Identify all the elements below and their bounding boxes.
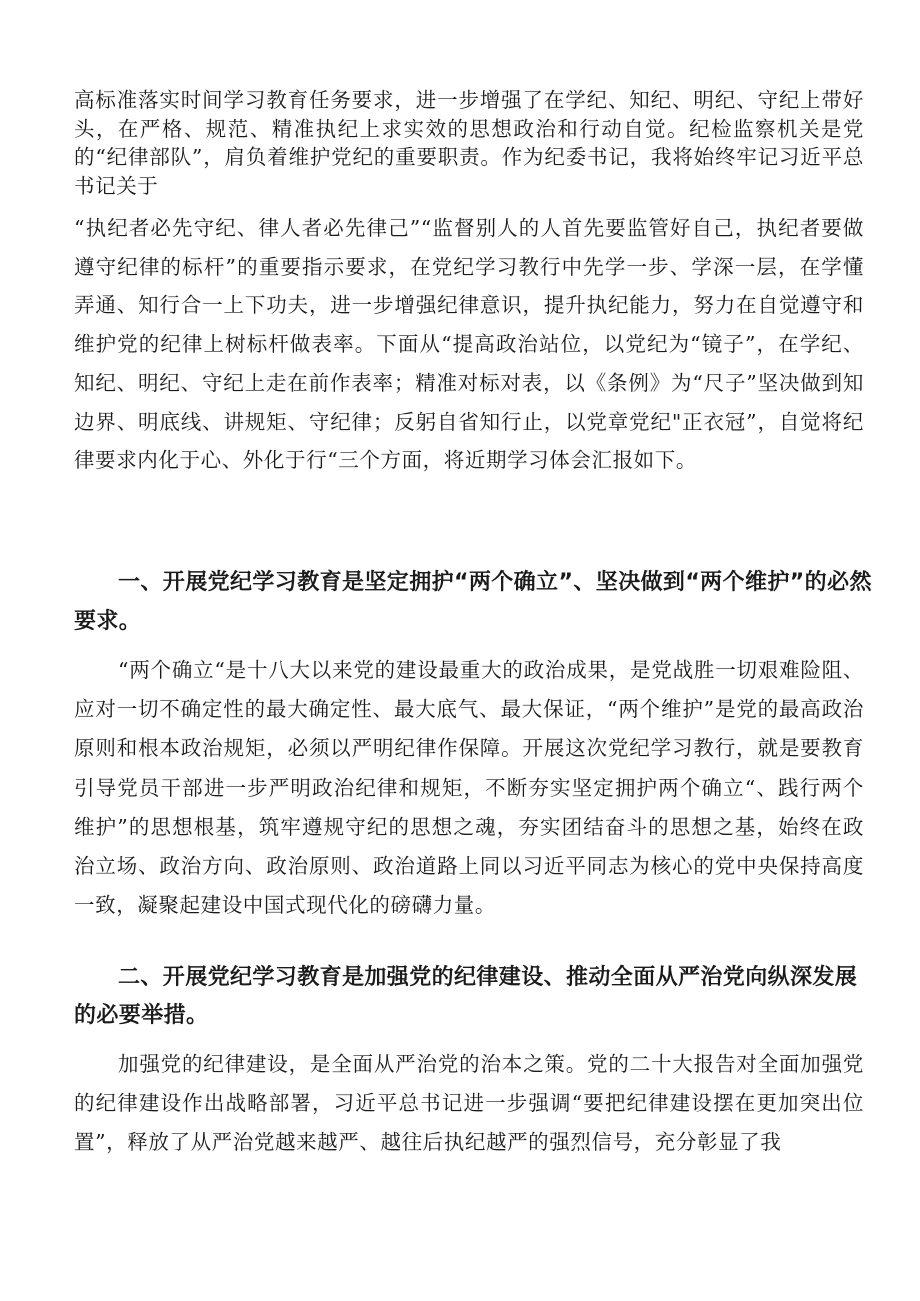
paragraph-section-2: 加强党的纪律建设，是全面从严治党的治本之策。党的二十大报告对全面加强党的纪律建设作出战略部署，习近平总书记进一步强调“要把纪律建设摆在更加突出位置”，释放了从严治党越来越严、越往后执纪越严的强烈信号，充分彰显了我: [74, 1052, 864, 1154]
section-heading-1: 一、开展党纪学习教育是坚定拥护“两个确立”、坚决做到“两个维护”的必然要求。: [74, 570, 872, 634]
paragraph-instructions: “执纪者必先守纪、律人者必先律己”“监督别人的人首先要监管好自己，执纪者要做遵守纪律的标杆”的重要指示要求，在党纪学习教行中先学一步、学深一层，在学懂弄通、知行合一上下功夫，进一步增强纪律意识，提升执纪能力，努力在自觉遵守和维护党的纪律上树标杆做表率。下面从“提高政治站位，以党纪为“镜子”，在学纪、知纪、明纪、守纪上走在前作表率；精准对标对表，以《条例》为“尺子”坚决做到知边界、明底线、讲规矩、守纪律；反躬自省知行止，以党章党纪"正衣冠”，自觉将纪律要求内化于心、外化于行“三个方面，将近期学习体会汇报如下。: [74, 216, 864, 473]
section-heading-2: 二、开展党纪学习教育是加强党的纪律建设、推动全面从严治党向纵深发展的必要举措。: [74, 965, 858, 1028]
paragraph-intro-continued: 高标准落实时间学习教育任务要求，进一步增强了在学纪、知纪、明纪、守纪上带好头，在严格、规范、精准执纪上求实效的思想政治和行动自觉。纪检监察机关是党的“纪律部队”，肩负着维护党纪的重要职责。作为纪委书记，我将始终牢记习近平总书记关于: [74, 88, 864, 198]
paragraph-section-1: “两个确立“是十八大以来党的建设最重大的政治成果，是党战胜一切艰难险阻、应对一切不确定性的最大确定性、最大底气、最大保证，“两个维护”是党的最高政治原则和根本政治规矩，必须以严明纪律作保障。开展这次党纪学习教行，就是要教育引导党员干部进一步严明政治纪律和规矩，不断夯实坚定拥护两个确立“、践行两个维护”的思想根基，筑牢遵规守纪的思想之魂，夯实团结奋斗的思想之基，始终在政治立场、政治方向、政治原则、政治道路上同以习近平同志为核心的党中央保持高度一致，凝聚起建设中国式现代化的磅礴力量。: [74, 658, 864, 918]
